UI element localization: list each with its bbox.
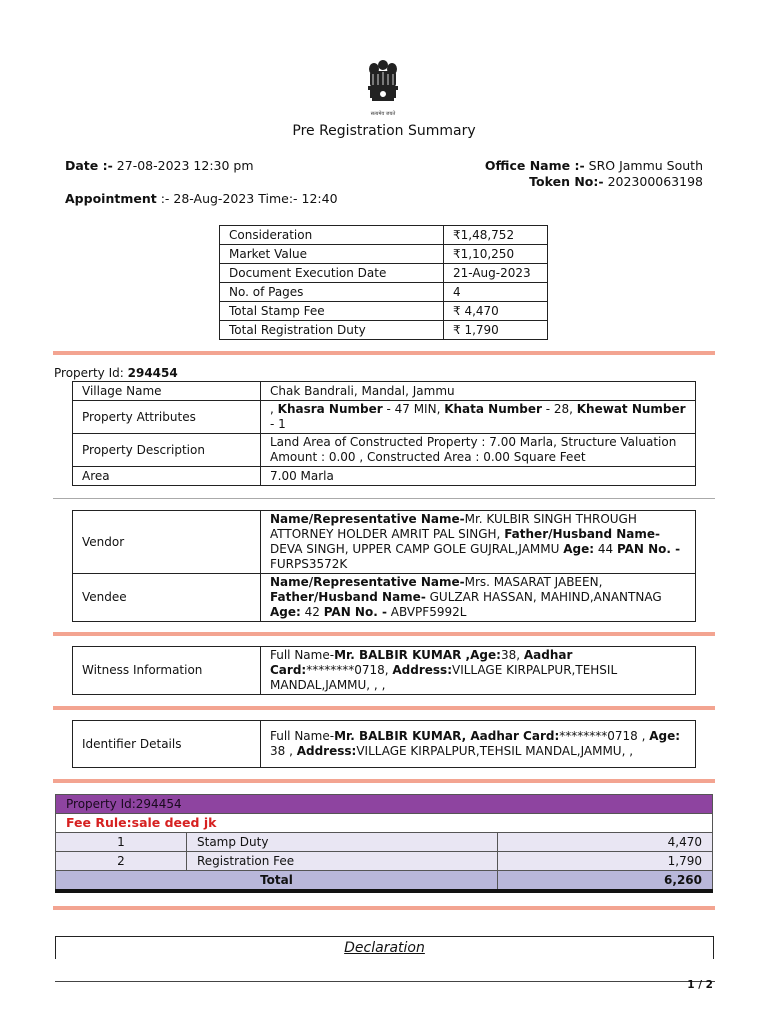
vendor-father-label: Father/Husband Name- [504,527,660,541]
property-id-value: 294454 [127,366,178,380]
khewat-value: - 1 [270,417,286,431]
section-divider [53,498,715,499]
summary-label: Document Execution Date [220,264,444,283]
fee-row-number: 1 [56,833,187,852]
witness-age-label: ,Age: [461,648,501,662]
table-row [220,283,548,302]
fee-row-name: Registration Fee [187,852,498,871]
vendor-details [261,511,696,574]
village-value: Chak Bandrali, Mandal, Jammu [261,382,696,401]
table-row [73,434,696,467]
section-divider [53,779,715,783]
summary-table [219,225,548,340]
fee-rule: Fee Rule:sale deed jk [56,814,713,833]
identifier-name: Mr. BALBIR KUMAR [334,729,462,743]
summary-label: Total Registration Duty [220,321,444,340]
table-row [220,264,548,283]
witness-name: Mr. BALBIR KUMAR [334,648,462,662]
vendee-age-label: Age: [270,605,301,619]
summary-value: ₹ 4,470 [444,302,548,321]
appointment-value: :- 28-Aug-2023 Time:- 12:40 [160,191,338,206]
table-row [73,574,696,622]
vendee-label: Vendee [73,574,261,622]
summary-label: Market Value [220,245,444,264]
section-divider [53,351,715,355]
office-line [485,158,703,173]
attributes-label: Property Attributes [73,401,261,434]
section-divider [53,706,715,710]
fee-table [55,794,713,893]
fee-row-name: Stamp Duty [187,833,498,852]
identifier-age: 38 , [270,744,297,758]
area-value: 7.00 Marla [261,467,696,486]
page-number: 1 / 2 [687,979,713,991]
table-row [73,467,696,486]
description-value: Land Area of Constructed Property : 7.00 Marla, Structure Valuation Amount : 0.00 , Constructed Area : 0.00 Square Feet [261,434,696,467]
identifier-details [261,721,696,768]
identifier-table [72,720,696,768]
property-id-label: Property Id: [54,366,124,380]
fee-property-header: Property Id:294454 [56,795,713,814]
date-label: Date :- [65,158,113,173]
vendor-father: DEVA SINGH, UPPER CAMP GOLE GUJRAL,JAMMU [270,542,564,556]
vendee-details [261,574,696,622]
vendor-age-label: Age: [563,542,595,556]
summary-value: ₹1,10,250 [444,245,548,264]
attributes-value [261,401,696,434]
table-row [220,226,548,245]
appointment-line [65,191,338,206]
vendor-name-label: Name/Representative Name- [270,512,465,526]
table-row [73,382,696,401]
table-row [73,647,696,695]
khasra-value: - 47 MIN, [382,402,445,416]
token-line [529,174,703,189]
witness-label: Witness Information [73,647,261,695]
office-value: SRO Jammu South [588,158,703,173]
table-row [56,795,713,814]
token-value: 202300063198 [607,174,703,189]
table-row [56,833,713,852]
table-row [220,245,548,264]
witness-prefix: Full Name- [270,648,335,662]
date-line [65,158,254,173]
description-label: Property Description [73,434,261,467]
summary-label: Consideration [220,226,444,245]
vendee-pan: ABVPF5992L [386,605,467,619]
fee-row-amount: 4,470 [498,833,713,852]
witness-address: VILLAGE KIRPALPUR,TEHSIL MANDAL,JAMMU, , , [270,663,618,692]
declaration-box [55,936,714,959]
identifier-aadhar: ********0718 , [559,729,650,743]
identifier-prefix: Full Name- [270,729,335,743]
table-row [56,871,713,892]
declaration-heading: Declaration [344,940,425,956]
table-row [220,302,548,321]
identifier-age-label: Age: [649,729,681,743]
area-label: Area [73,467,261,486]
footer-line [55,981,715,982]
fee-total-value: 6,260 [498,871,713,892]
summary-label: Total Stamp Fee [220,302,444,321]
vendee-pan-label: PAN No. - [323,605,387,619]
khasra-label: Khasra Number [277,402,383,416]
summary-label: No. of Pages [220,283,444,302]
vendee-age: 42 [300,605,324,619]
vendor-pan-label: PAN No. - [616,542,681,556]
section-divider [53,906,715,910]
table-row [56,814,713,833]
vendor-age: 44 [594,542,617,556]
witness-address-label: Address: [392,663,452,677]
office-label: Office Name :- [484,158,585,173]
appointment-label: Appointment [65,191,157,206]
vendee-name: Mrs. MASARAT JABEEN, [464,575,603,589]
summary-value: 21-Aug-2023 [444,264,548,283]
witness-aadhar-label: Aadhar Card: [270,648,573,677]
table-row [73,401,696,434]
vendee-father-label: Father/Husband Name- [270,590,426,604]
vendee-father: GULZAR HASSAN, MAHIND,ANANTNAG [425,590,662,604]
khata-value: - 28, [541,402,577,416]
identifier-aadhar-label: , Aadhar Card: [461,729,560,743]
vendee-name-label: Name/Representative Name- [270,575,465,589]
summary-value: 4 [444,283,548,302]
witness-details [261,647,696,695]
page-title: Pre Registration Summary [292,123,476,139]
witness-table [72,646,696,695]
date-value: 27-08-2023 12:30 pm [116,158,254,173]
khata-label: Khata Number [444,402,542,416]
fee-row-amount: 1,790 [498,852,713,871]
parties-table [72,510,696,622]
token-label: Token No:- [529,174,604,189]
fee-total-label: Total [56,871,498,892]
khewat-label: Khewat Number [576,402,686,416]
table-row [73,721,696,768]
vendor-name: Mr. KULBIR SINGH THROUGH ATTORNEY HOLDER AMRIT PAL SINGH, [270,512,637,541]
table-row [220,321,548,340]
witness-age: 38, [500,648,524,662]
summary-value: ₹ 1,790 [444,321,548,340]
identifier-address: VILLAGE KIRPALPUR,TEHSIL MANDAL,JAMMU, , [356,744,634,758]
identifier-label: Identifier Details [73,721,261,768]
village-label: Village Name [73,382,261,401]
table-row [73,511,696,574]
identifier-address-label: Address: [296,744,357,758]
table-row [56,852,713,871]
witness-aadhar: ********0718, [306,663,393,677]
emblem-motto: सत्यमेव जयते [370,111,396,117]
summary-value: ₹1,48,752 [444,226,548,245]
property-id-line [54,366,178,380]
attr-prefix: , [270,402,278,416]
fee-row-number: 2 [56,852,187,871]
property-table [72,381,696,486]
vendor-label: Vendor [73,511,261,574]
section-divider [53,632,715,636]
vendor-pan: FURPS3572K [270,557,348,571]
